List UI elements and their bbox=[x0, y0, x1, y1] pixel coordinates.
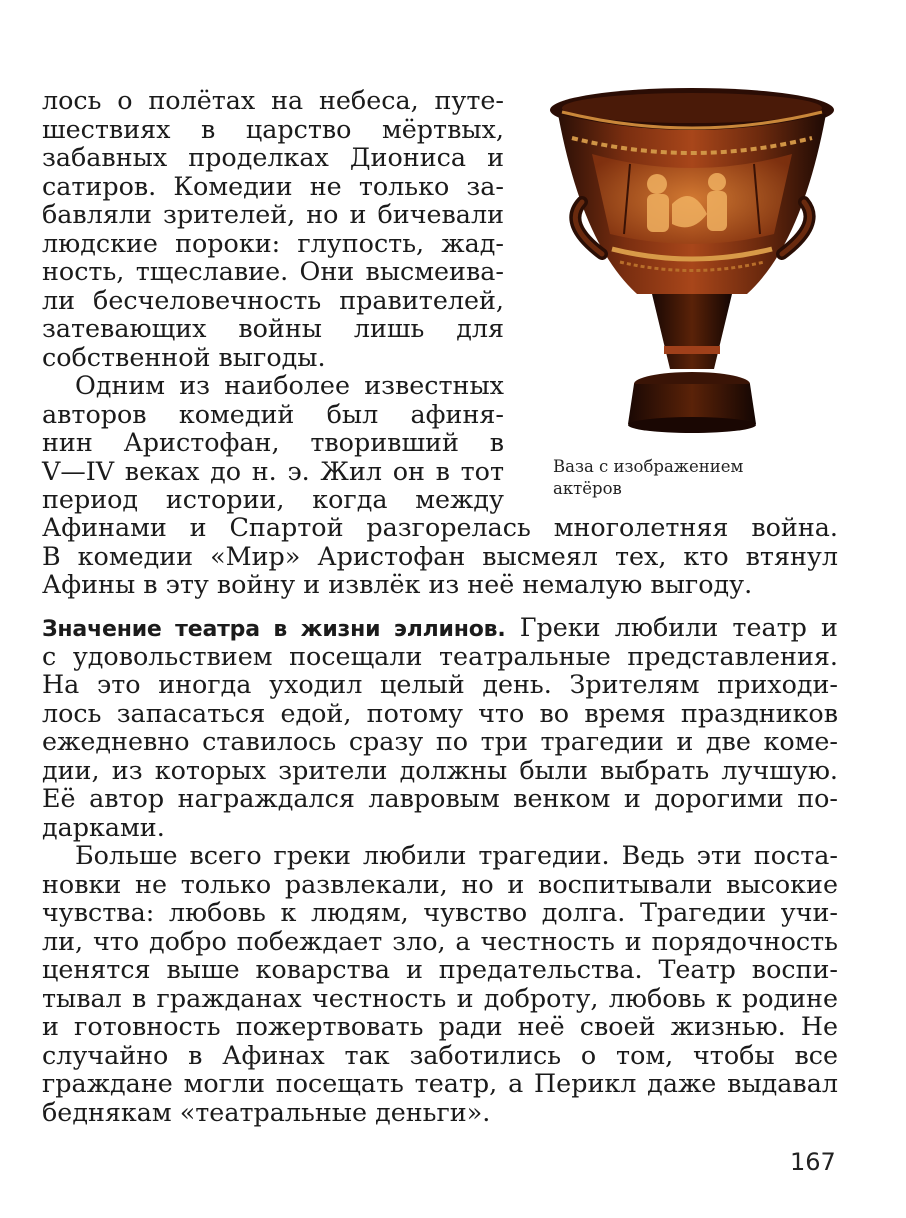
text-line: Афины в эту войну и извлёк из неё немалую выгоду. bbox=[42, 569, 753, 599]
text-line: граждане могли посещать театр, а Перикл даже выдавал bbox=[42, 1068, 838, 1098]
text-line: и готовность пожертвовать ради неё своей жизнью. Не bbox=[42, 1011, 838, 1041]
paragraph-aristophanes bbox=[42, 371, 504, 514]
text-line: Одним из наиболее известных bbox=[75, 370, 504, 400]
text-line: ежедневно ставилось сразу по три трагедии и две коме- bbox=[42, 726, 838, 756]
paragraph-aristophanes-continued bbox=[42, 513, 838, 599]
text-line: шествиях в царство мёртвых, bbox=[42, 113, 504, 144]
text-line: дии, из которых зрители должны были выбрать лучшую. bbox=[42, 754, 838, 785]
text-line bbox=[42, 613, 838, 642]
text-line: ли, что добро побеждает зло, а честность и порядочность bbox=[42, 925, 838, 956]
text-line: затевающих войны лишь для bbox=[42, 313, 504, 343]
text-line: период истории, когда между bbox=[42, 484, 504, 514]
vase-image bbox=[542, 84, 842, 440]
text-line: дарками. bbox=[42, 811, 165, 842]
text-line: авторов комедий был афиня- bbox=[42, 398, 504, 429]
text-line: людские пороки: глупость, жад- bbox=[42, 227, 504, 258]
paragraph-comedy-themes bbox=[42, 86, 504, 371]
caption-line: актёров bbox=[553, 479, 622, 498]
text-line: забавных проделках Диониса и bbox=[42, 142, 504, 172]
heading-continuation: Греки любили театр и bbox=[505, 612, 838, 642]
text-line: новки не только развлекали, но и воспитывали высокие bbox=[42, 868, 838, 899]
section-heading: Значение театра в жизни эллинов. bbox=[42, 617, 506, 642]
vase-caption bbox=[553, 456, 813, 500]
text-line: нин Аристофан, творивший в bbox=[42, 427, 504, 457]
text-line: случайно в Афинах так заботились о том, чтобы все bbox=[42, 1039, 838, 1070]
text-line: собственной выгоды. bbox=[42, 341, 326, 372]
text-line: беднякам «театральные деньги». bbox=[42, 1096, 491, 1127]
text-line: лось о полётах на небеса, путе- bbox=[42, 85, 504, 115]
text-line: ценятся выше коварства и предательства. Театр воспи- bbox=[42, 954, 838, 984]
text-line: V—IV веках до н. э. Жил он в тот bbox=[42, 455, 504, 486]
paragraph-tragedies bbox=[42, 841, 838, 1126]
text-line: На это иногда уходил целый день. Зрителям приходи- bbox=[42, 669, 838, 699]
text-line: с удовольствием посещали театральные представления. bbox=[42, 640, 838, 671]
text-line: бавляли зрителей, но и бичевали bbox=[42, 199, 504, 229]
caption-line: Ваза с изображением bbox=[553, 457, 744, 476]
text-line: чувства: любовь к людям, чувство долга. Трагедии учи- bbox=[42, 897, 838, 927]
vase-illustration bbox=[542, 84, 842, 440]
text-line: тывал в гражданах честность и доброту, любовь к родине bbox=[42, 982, 838, 1013]
text-line: В комедии «Мир» Аристофан высмеял тех, кто втянул bbox=[42, 540, 838, 571]
text-line: Больше всего греки любили трагедии. Ведь эти поста- bbox=[75, 840, 838, 870]
text-line: лось запасаться едой, потому что во время праздников bbox=[42, 697, 838, 728]
text-line: Афинами и Спартой разгорелась многолетняя война. bbox=[42, 512, 838, 542]
page-number: 167 bbox=[790, 1148, 836, 1176]
section-theatre-importance bbox=[42, 613, 838, 841]
text-line: ли бесчеловечность правителей, bbox=[42, 284, 504, 315]
text-line: сатиров. Комедии не только за- bbox=[42, 170, 504, 201]
text-line: ность, тщеславие. Они высмеива- bbox=[42, 256, 504, 286]
text-line: Её автор награждался лавровым венком и дорогими по- bbox=[42, 783, 838, 813]
